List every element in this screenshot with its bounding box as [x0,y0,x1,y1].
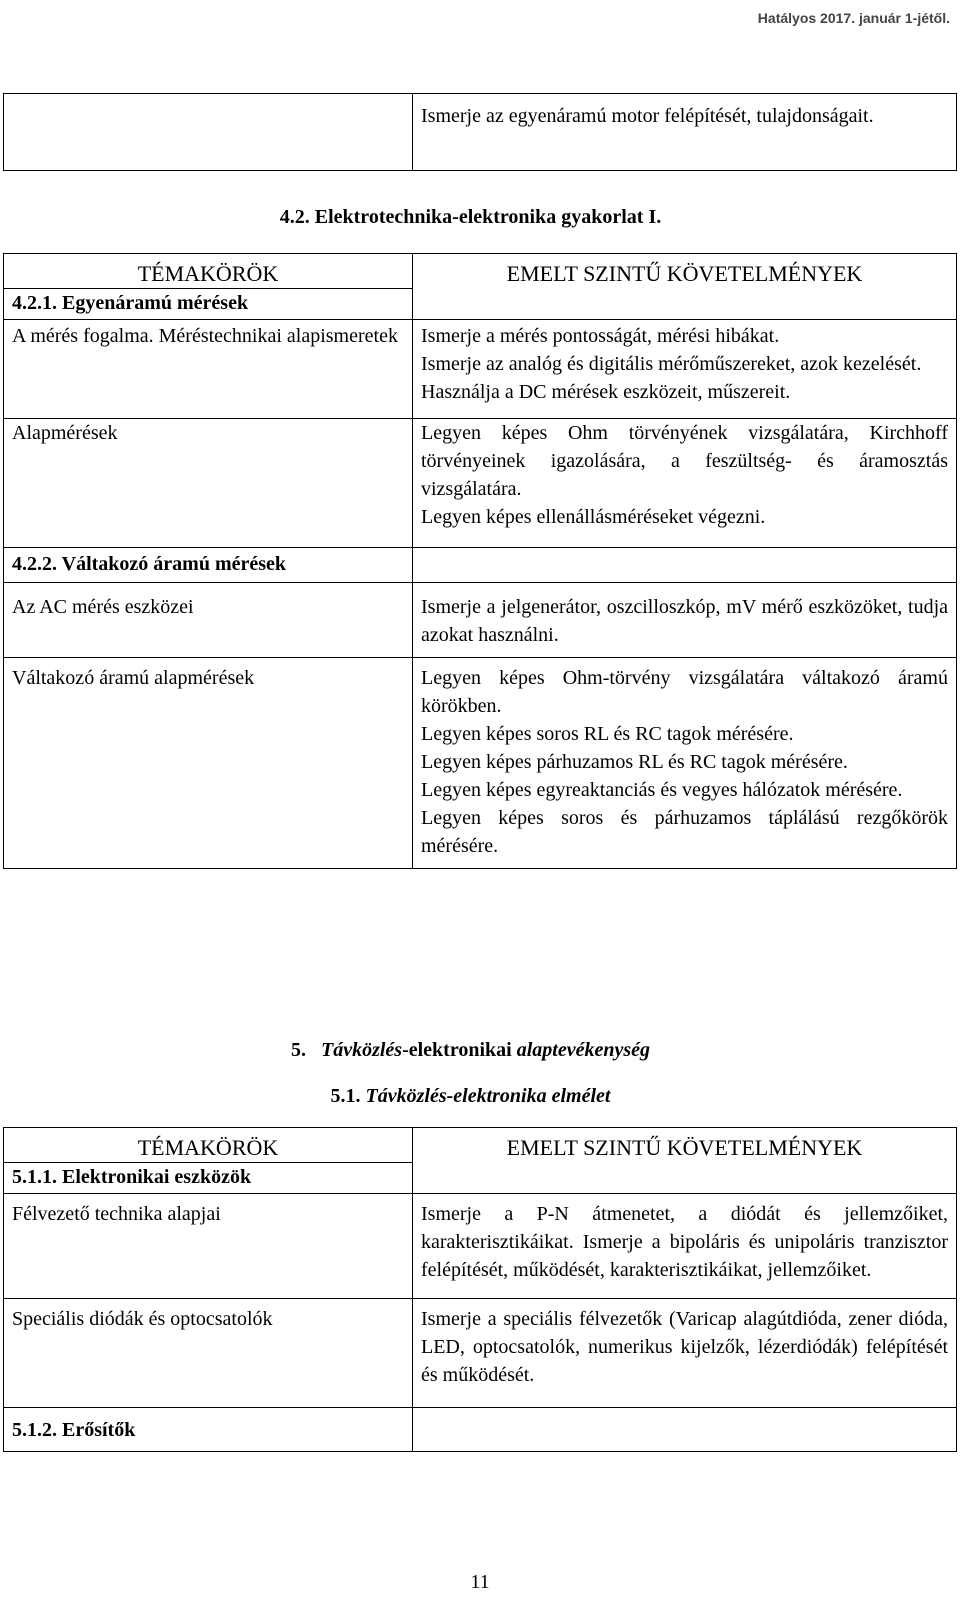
section-5-number: 5. [290,1039,306,1061]
requirement-cell: Ismerje a P-N átmenetet, a diódát és jellemzőiket, karakterisztikáikat. Ismerje a bipoláris és unipoláris tranzisztor felépítését, működését, karakterisztikáikat, jellemzőiket. [413,1194,957,1299]
requirement-line: Legyen képes ellenállásméréseket végezni. [421,506,766,528]
subsection-5-1-2-title: 5.1.2. Erősítők [4,1408,413,1452]
table-5-1 [3,1127,957,1452]
topic-cell: Speciális diódák és optocsatolók [4,1299,413,1408]
requirement-cell [413,419,957,548]
requirement-line: Legyen képes egyreaktanciás és vegyes hálózatok mérésére. [421,779,903,801]
requirement-line: Legyen képes soros RL és RC tagok mérésére. [421,723,794,745]
requirement-line: Használja a DC mérések eszközeit, műszereit. [421,381,791,403]
section-5-title-part2: -elektronikai [402,1039,512,1061]
section-5-1-number: 5.1. [330,1085,361,1107]
requirement-line: Legyen képes Ohm-törvény vizsgálatára váltakozó áramú körökben. [421,667,948,717]
requirement-line: Ismerje a mérés pontosságát, mérési hibákat. [421,325,780,347]
requirement-line: Legyen képes soros és párhuzamos táplálású rezgőkörök mérésére. [421,807,948,857]
col-header-requirements: EMELT SZINTŰ KÖVETELMÉNYEK [413,1128,957,1194]
requirement-cell [413,320,957,419]
subsection-4-2-2-title: 4.2.2. Váltakozó áramú mérések [4,548,413,583]
section-5-1-title-text: Távközlés-elektronika elmélet [365,1085,611,1107]
requirement-line: Legyen képes Ohm törvényének vizsgálatára, Kirchhoff törvényeinek igazolására, a feszültség- és áramosztás vizsgálatára. [421,422,948,500]
empty-requirement-cell [413,1408,957,1452]
topic-cell: Félvezető technika alapjai [4,1194,413,1299]
section-5-title-part1: Távközlés [320,1039,403,1061]
requirement-cell: Ismerje az egyenáramú motor felépítését, tulajdonságait. [413,94,957,171]
requirement-cell: Ismerje a speciális félvezetők (Varicap alagútdióda, zener dióda, LED, optocsatolók, numerikus kijelzők, lézerdiódák) felépítését és működését. [413,1299,957,1408]
subsection-5-1-1-title: 5.1.1. Elektronikai eszközök [4,1163,413,1194]
requirement-cell [413,658,957,869]
section-5-1-title [0,1082,941,1110]
requirement-line: Legyen képes párhuzamos RL és RC tagok mérésére. [421,751,848,773]
section-4-2-title: 4.2. Elektrotechnika-elektronika gyakorlat I. [279,206,662,228]
requirement-cell: Ismerje a jelgenerátor, oszcilloszkóp, mV mérő eszközöket, tudja azokat használni. [413,583,957,658]
topic-cell: Az AC mérés eszközei [4,583,413,658]
requirement-line: Ismerje az analóg és digitális mérőműszereket, azok kezelését. [421,353,922,375]
col-header-requirements: EMELT SZINTŰ KÖVETELMÉNYEK [413,254,957,320]
page-number: 11 [470,1571,490,1593]
section-5-title-part3: alaptevékenység [511,1039,650,1061]
subsection-4-2-1-title: 4.2.1. Egyenáramú mérések [4,289,413,320]
topic-cell: A mérés fogalma. Méréstechnikai alapismeretek [4,320,413,419]
table-continuation [3,93,957,171]
col-header-topics: TÉMAKÖRÖK [4,254,413,289]
empty-topic-cell [4,94,413,171]
topic-cell: Váltakozó áramú alapmérések [4,658,413,869]
col-header-topics: TÉMAKÖRÖK [4,1128,413,1163]
validity-note: Hatályos 2017. január 1-jétől. [757,10,950,26]
section-5-title [0,1036,941,1064]
empty-requirement-cell [413,548,957,583]
topic-cell: Alapmérések [4,419,413,548]
table-4-2 [3,253,957,869]
